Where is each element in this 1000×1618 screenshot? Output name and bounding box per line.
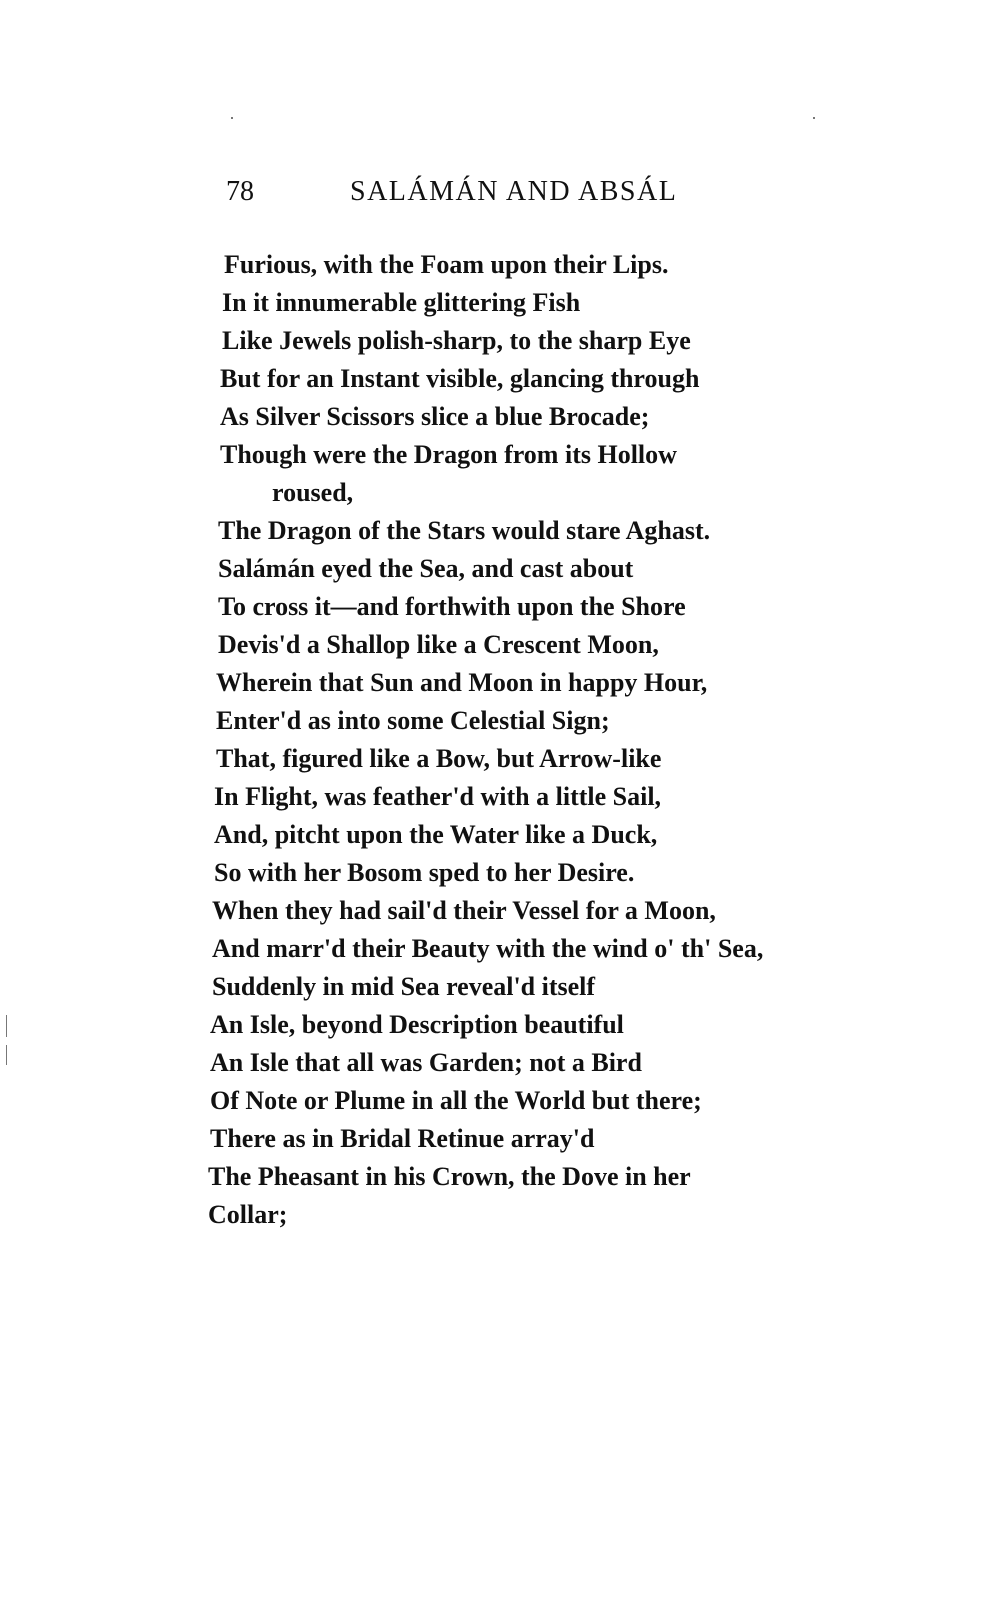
poem-line: But for an Instant visible, glancing through — [220, 364, 700, 393]
scan-edge-mark — [6, 1015, 7, 1037]
poem-line: So with her Bosom sped to her Desire. — [214, 858, 635, 887]
poem-line-continuation: roused, — [272, 478, 354, 507]
poem-line: That, figured like a Bow, but Arrow-like — [216, 744, 662, 773]
poem-line: As Silver Scissors slice a blue Brocade; — [220, 402, 650, 431]
poem-line: An Isle, beyond Description beautiful — [210, 1010, 624, 1039]
poem-line: In it innumerable glittering Fish — [222, 288, 581, 317]
page-header — [226, 172, 746, 212]
poem-line: Salámán eyed the Sea, and cast about — [218, 554, 634, 583]
scan-edge-mark — [6, 1045, 7, 1065]
poem-line: There as in Bridal Retinue array'd — [210, 1124, 595, 1153]
poem-line: An Isle that all was Garden; not a Bird — [210, 1048, 642, 1077]
poem-line: Enter'd as into some Celestial Sign; — [216, 706, 610, 735]
poem-line: The Dragon of the Stars would stare Aghast. — [218, 516, 711, 545]
poem-line: The Pheasant in his Crown, the Dove in her — [208, 1162, 691, 1191]
scan-mark — [813, 117, 815, 119]
poem-line: When they had sail'd their Vessel for a Moon, — [212, 896, 716, 925]
poem-line: Devis'd a Shallop like a Crescent Moon, — [218, 630, 659, 659]
poem-line: Wherein that Sun and Moon in happy Hour, — [216, 668, 708, 697]
poem-line: To cross it—and forthwith upon the Shore — [218, 592, 686, 621]
poem-line: And, pitcht upon the Water like a Duck, — [214, 820, 658, 849]
poem-line: Of Note or Plume in all the World but there; — [210, 1086, 702, 1115]
running-title: SALÁMÁN AND ABSÁL — [350, 176, 678, 207]
poem-line: Suddenly in mid Sea reveal'd itself — [212, 972, 596, 1001]
poem-line: Like Jewels polish-sharp, to the sharp Eye — [222, 326, 691, 355]
poem-line: Furious, with the Foam upon their Lips. — [224, 250, 669, 279]
poem-line: And marr'd their Beauty with the wind o' th' Sea, — [212, 934, 764, 963]
poem-line: Though were the Dragon from its Hollow — [220, 440, 677, 469]
page-number: 78 — [226, 176, 254, 207]
poem-line-continuation: Collar; — [208, 1200, 288, 1229]
scan-mark — [231, 117, 233, 119]
poem-line: In Flight, was feather'd with a little Sail, — [214, 782, 662, 811]
